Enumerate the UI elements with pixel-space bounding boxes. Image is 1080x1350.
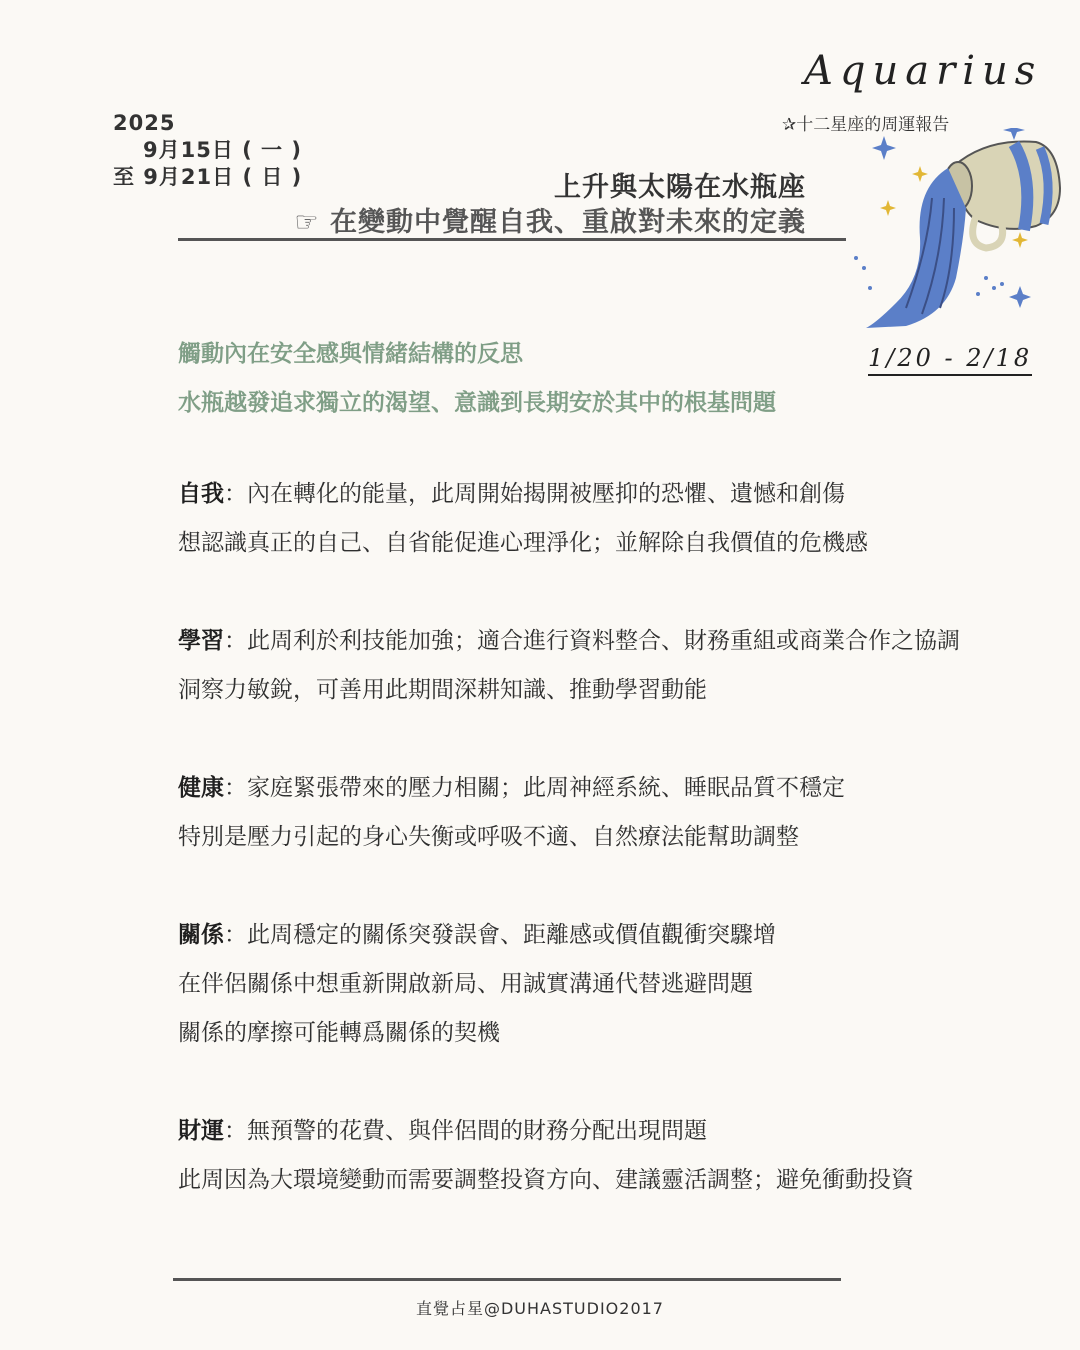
- section-text: 關係的摩擦可能轉爲關係的契機: [178, 1020, 500, 1046]
- section-text: ：內在轉化的能量，此周開始揭開被壓抑的恐懼、遺憾和創傷: [224, 481, 845, 507]
- section-text: 特別是壓力引起的身心失衡或呼吸不適、自然療法能幫助調整: [178, 824, 799, 850]
- footer-credit: 直覺占星@DUHASTUDIO2017: [415, 1299, 664, 1318]
- section-label: 關係: [178, 922, 224, 948]
- section-label: 自我: [178, 481, 224, 507]
- section-text: 想認識真正的自己、自省能促進心理淨化；並解除自我價值的危機感: [178, 530, 868, 556]
- bottom-divider: [173, 1278, 841, 1281]
- start-date: 9月15日 ( 一 ): [143, 138, 302, 162]
- section-text: ：此周穩定的關係突發誤會、距離感或價值觀衝突驟增: [224, 922, 776, 948]
- headline-title: 上升與太陽在水瓶座: [554, 172, 806, 203]
- headline-subtitle: ☞ 在變動中覺醒自我、重啟對未來的定義: [294, 207, 806, 238]
- year: 2025: [113, 111, 176, 135]
- aquarius-jar-illustration: [836, 128, 1066, 348]
- date-block: [113, 110, 302, 191]
- sign-script-title: Aquarius: [804, 48, 1043, 94]
- section-text: ：此周利於利技能加強；適合進行資料整合、財務重組或商業合作之協調: [224, 628, 960, 654]
- section-learning: [178, 617, 1068, 715]
- section-text: 此周因為大環境變動而需要調整投資方向、建議靈活調整；避免衝動投資: [178, 1167, 914, 1193]
- section-self: [178, 470, 1068, 568]
- section-text: ：無預警的花費、與伴侶間的財務分配出現問題: [224, 1118, 707, 1144]
- section-health: [178, 764, 1068, 862]
- section-label: 學習: [178, 628, 224, 654]
- sign-date-range: 1/20 - 2/18: [868, 344, 1032, 376]
- section-text: ：家庭緊張帶來的壓力相關；此周神經系統、睡眠品質不穩定: [224, 775, 845, 801]
- top-divider: [178, 238, 846, 241]
- section-wealth: [178, 1107, 1068, 1205]
- forecast-sections: [178, 470, 1068, 1254]
- section-text: 洞察力敏銳，可善用此期間深耕知識、推動學習動能: [178, 677, 707, 703]
- summary-block: [178, 330, 776, 428]
- section-label: 健康: [178, 775, 224, 801]
- end-date: 至 9月21日 ( 日 ): [113, 165, 303, 189]
- section-relationship: [178, 911, 1068, 1058]
- section-label: 財運: [178, 1118, 224, 1144]
- summary-line: 觸動內在安全感與情緒結構的反思: [178, 341, 523, 367]
- summary-line: 水瓶越發追求獨立的渴望、意識到長期安於其中的根基問題: [178, 390, 776, 416]
- section-text: 在伴侶關係中想重新開啟新局、用誠實溝通代替逃避問題: [178, 971, 753, 997]
- report-subtitle: ✰十二星座的周運報告: [782, 115, 950, 135]
